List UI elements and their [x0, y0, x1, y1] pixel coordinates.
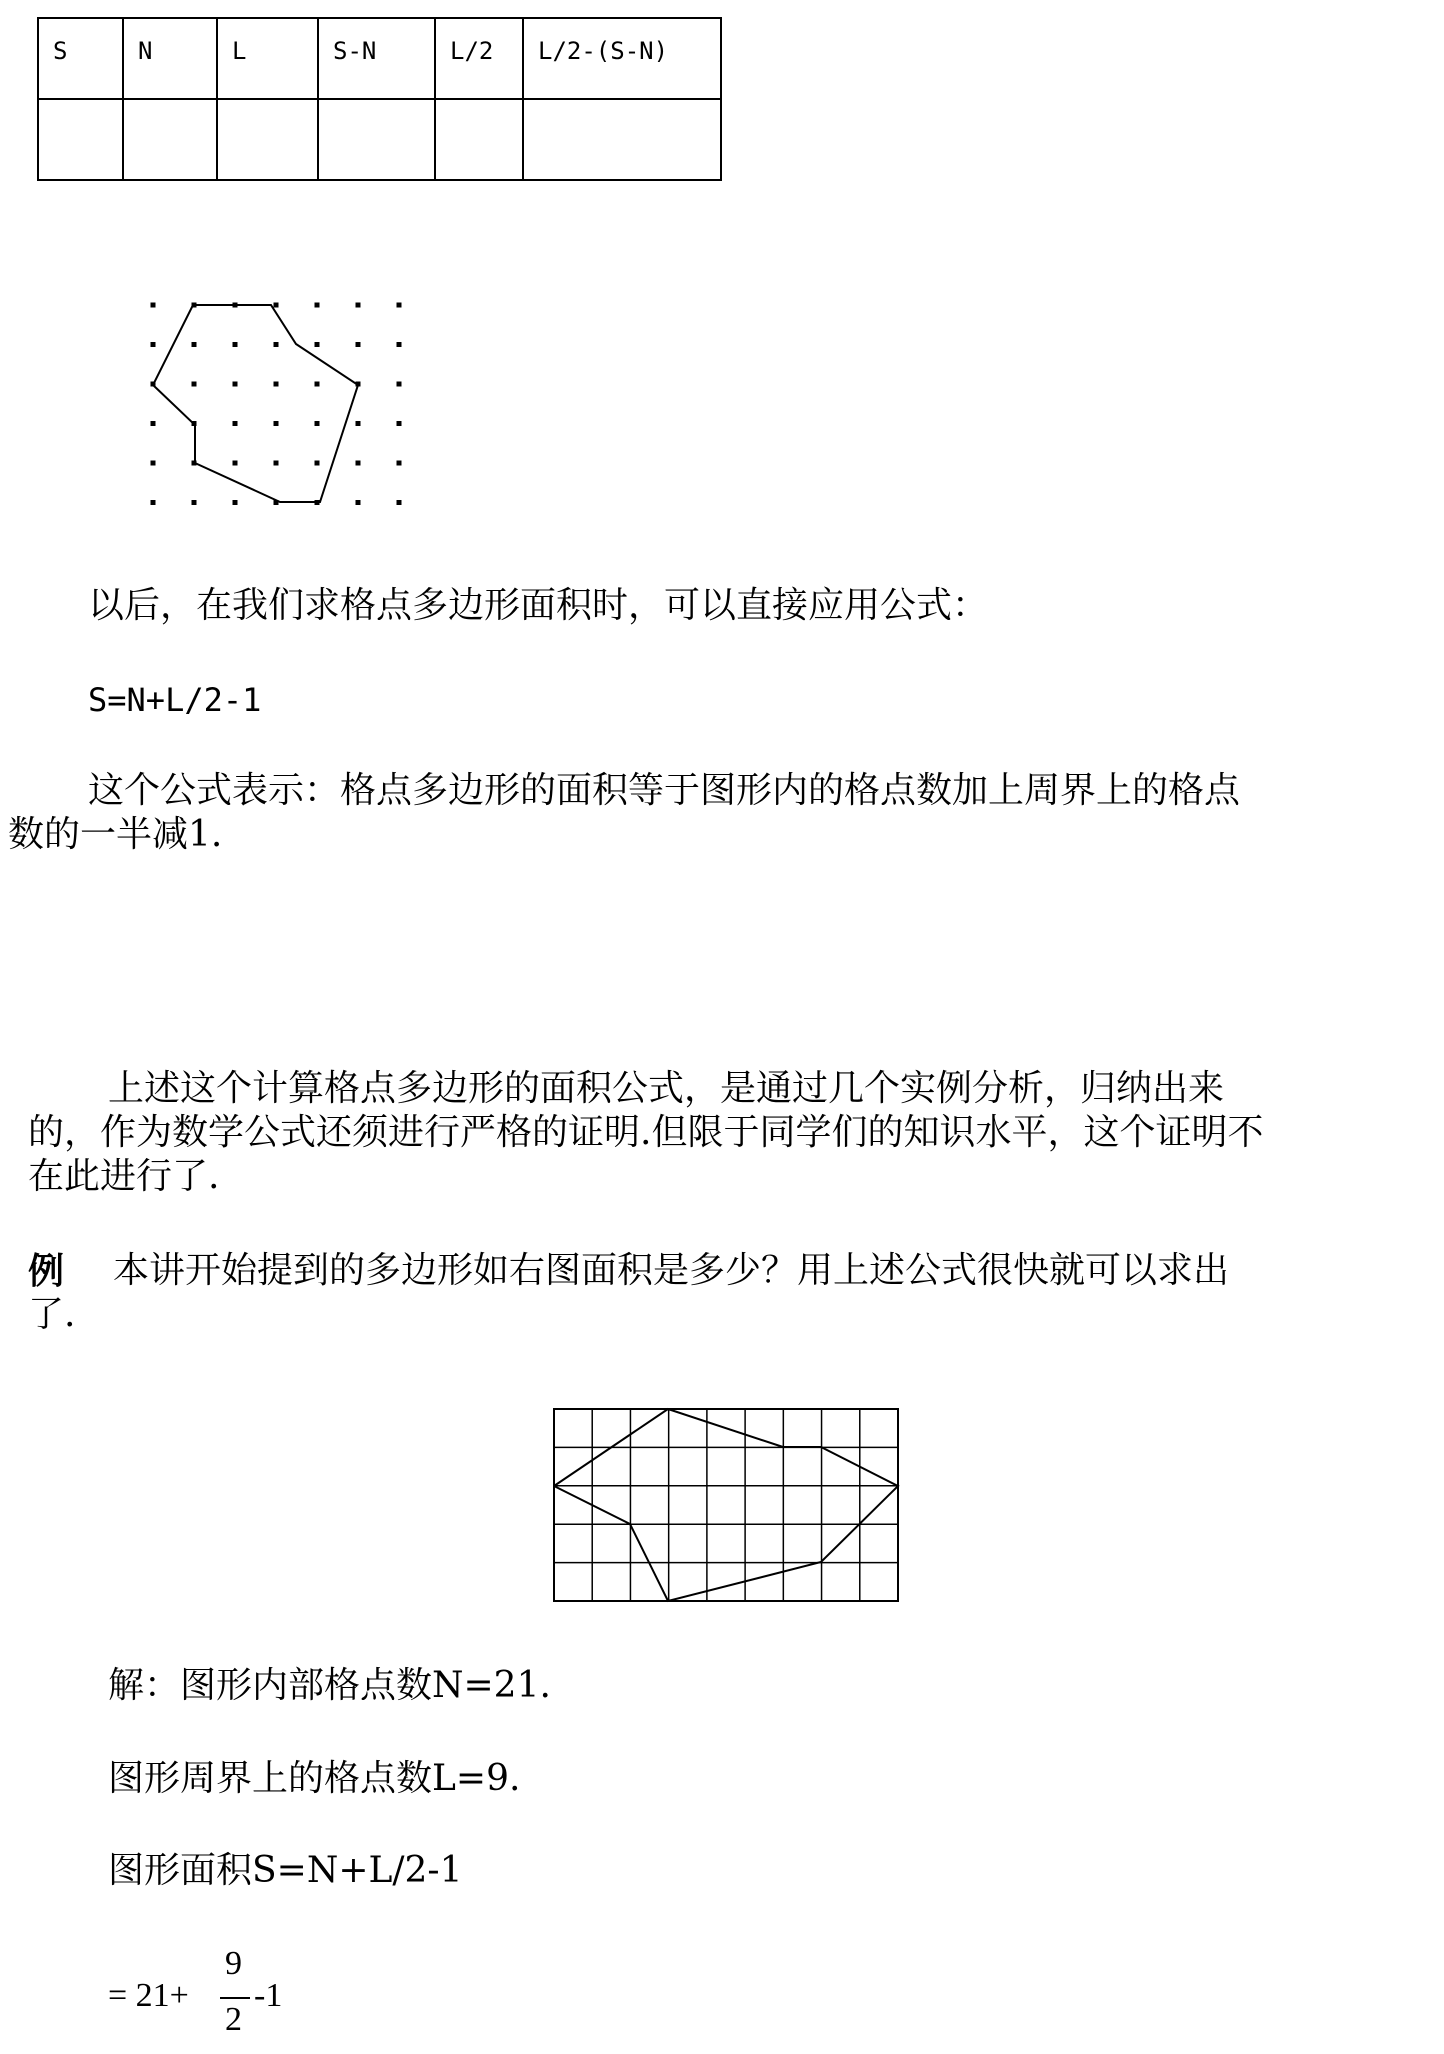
- lattice-dot: [356, 303, 361, 308]
- lattice-dot: [192, 500, 197, 505]
- lattice-dot: [233, 342, 238, 347]
- table-cell: [435, 99, 523, 180]
- lattice-dot: [151, 303, 156, 308]
- lattice-dot: [315, 342, 320, 347]
- table-header-s: S: [38, 18, 123, 99]
- lattice-dot: [233, 421, 238, 426]
- fraction-numerator: 9: [225, 1945, 242, 1982]
- example-question-line2: 了.: [28, 1294, 76, 1335]
- fraction-denominator: 2: [225, 2001, 242, 2038]
- solution-interior-points: 解：图形内部格点数N=21.: [108, 1665, 551, 1706]
- lattice-dot: [233, 461, 238, 466]
- grid-border: [554, 1409, 898, 1601]
- table-header-n: N: [123, 18, 217, 99]
- lattice-dot: [233, 382, 238, 387]
- equation-prefix: = 21+: [108, 1977, 189, 2014]
- paragraph-proof-line2: 的，作为数学公式还须进行严格的证明.但限于同学们的知识水平，这个证明不: [28, 1112, 1264, 1153]
- table-header-row: [38, 18, 721, 99]
- lattice-dot: [192, 342, 197, 347]
- lattice-dots: [151, 303, 402, 506]
- square-grid-polygon-figure: [550, 1405, 904, 1607]
- lattice-dot: [274, 342, 279, 347]
- table-header-s-minus-n: S-N: [318, 18, 435, 99]
- lattice-dot: [397, 342, 402, 347]
- lattice-dot: [151, 342, 156, 347]
- lattice-dot: [397, 421, 402, 426]
- lattice-dot: [356, 342, 361, 347]
- table-header-l-half: L/2: [435, 18, 523, 99]
- lattice-dot: [151, 421, 156, 426]
- grid-polygon-outline: [554, 1409, 898, 1601]
- lattice-dot: [274, 303, 279, 308]
- paragraph-intro: 以后，在我们求格点多边形面积时，可以直接应用公式：: [88, 585, 989, 626]
- lattice-dot: [356, 461, 361, 466]
- lattice-dot: [356, 500, 361, 505]
- fraction-bar: [220, 1997, 250, 1999]
- solution-boundary-points: 图形周界上的格点数L=9.: [108, 1758, 521, 1799]
- lattice-dot: [274, 421, 279, 426]
- lattice-dot: [151, 500, 156, 505]
- data-table: [37, 17, 722, 181]
- table-cell: [523, 99, 721, 180]
- table-row: [38, 99, 721, 180]
- table-header-l: L: [217, 18, 318, 99]
- lattice-dot: [192, 382, 197, 387]
- lattice-dot: [315, 461, 320, 466]
- paragraph-proof-line1: 上述这个计算格点多边形的面积公式，是通过几个实例分析，归纳出来: [108, 1068, 1225, 1109]
- paragraph-formula-meaning-line1: 这个公式表示：格点多边形的面积等于图形内的格点数加上周界上的格点: [88, 770, 1241, 811]
- lattice-dot: [315, 382, 320, 387]
- lattice-dot: [397, 461, 402, 466]
- table-header-expression: L/2-(S-N): [523, 18, 721, 99]
- table-cell: [217, 99, 318, 180]
- lattice-dot: [315, 421, 320, 426]
- solution-area-formula: 图形面积S=N+L/2-1: [108, 1850, 463, 1891]
- grid-lines: [554, 1409, 898, 1601]
- lattice-dot: [233, 500, 238, 505]
- solution-equation: [108, 1945, 368, 2045]
- lattice-polygon-outline: [153, 305, 358, 502]
- lattice-dot: [274, 382, 279, 387]
- table-cell: [38, 99, 123, 180]
- lattice-dot: [315, 303, 320, 308]
- example-question-line1: 本讲开始提到的多边形如右图面积是多少？用上述公式很快就可以求出: [113, 1250, 1230, 1291]
- lattice-dot: [397, 303, 402, 308]
- paragraph-proof-line3: 在此进行了.: [28, 1156, 220, 1197]
- lattice-dot: [274, 461, 279, 466]
- dot-lattice-polygon-figure: [140, 285, 430, 520]
- lattice-dot: [151, 461, 156, 466]
- lattice-dot: [356, 421, 361, 426]
- lattice-dot: [397, 500, 402, 505]
- equation-suffix: -1: [254, 1977, 283, 2014]
- formula-pick: S=N+L/2-1: [88, 681, 262, 719]
- lattice-dot: [397, 382, 402, 387]
- paragraph-formula-meaning-line2: 数的一半减1.: [8, 814, 223, 855]
- example-label: 例: [28, 1250, 65, 1292]
- table-cell: [123, 99, 217, 180]
- table-cell: [318, 99, 435, 180]
